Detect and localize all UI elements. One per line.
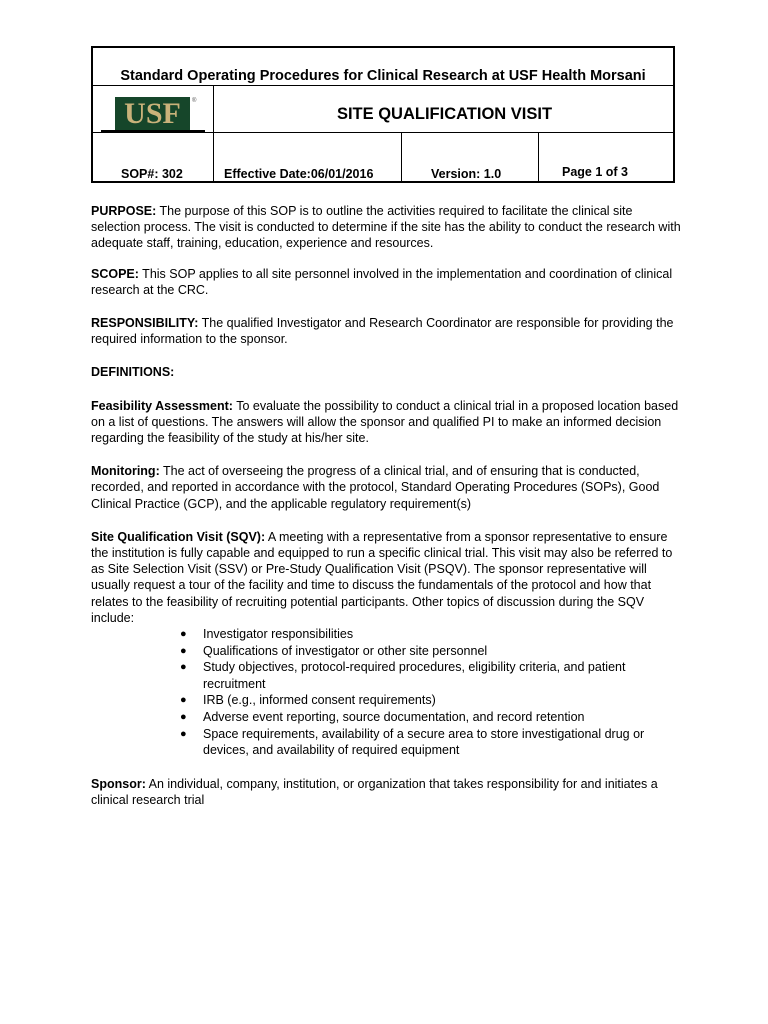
monitoring-label: Monitoring: (91, 464, 160, 479)
list-item: ● IRB (e.g., informed consent requirements) (180, 693, 436, 708)
purpose-text: The purpose of this SOP is to outline the activities required to facilitate the clinical site selection process. The visit is conducted to determine if the site has the ability to conduct the research with adequate staff, training, education, experience and resources. (91, 204, 681, 251)
page-number: Page 1 of 3 (562, 165, 628, 179)
logo-underline (101, 130, 205, 132)
document-title: SITE QUALIFICATION VISIT (214, 86, 675, 133)
sponsor-definition (91, 776, 681, 808)
usf-logo-text: USF (124, 96, 181, 130)
responsibility-label: RESPONSIBILITY: (91, 316, 199, 331)
monitoring-text: The act of overseeing the progress of a clinical trial, and of ensuring that is conducted, recorded, and reported in accordance with the protocol, Standard Operating Procedures (SOPs), Good Clinical Practice (GCP), and the applicable regulatory requirement(s) (91, 464, 660, 511)
bullet-icon: ● (180, 694, 187, 707)
scope-paragraph (91, 266, 681, 298)
bullet-icon: ● (180, 644, 187, 657)
monitoring-definition (91, 463, 681, 512)
bullet-icon: ● (180, 628, 187, 641)
sqv-label: Site Qualification Visit (SQV): (91, 529, 266, 544)
sop-header-table (91, 46, 675, 183)
list-item: ● Space requirements, availability of a secure area to store investigational drug or devices, and availability of required equipment (180, 726, 645, 757)
usf-logo (115, 97, 190, 130)
feasibility-text: To evaluate the possibility to conduct a clinical trial in a proposed location based on a list of questions. The answers will allow the sponsor and qualified PI to make an informed decision regarding the feasibility of the study at his/her site. (91, 398, 679, 446)
bullet-icon: ● (180, 727, 187, 740)
list-item: ● Adverse event reporting, source documentation, and record retention (180, 710, 585, 725)
responsibility-text: The qualified Investigator and Research Coordinator are responsible for providing the required information to the sponsor. (91, 316, 674, 347)
purpose-label: PURPOSE: (91, 204, 157, 218)
bullet-icon: ● (180, 711, 187, 724)
sqv-topics-list (91, 626, 681, 758)
definitions-heading: DEFINITIONS: (91, 365, 175, 380)
sponsor-text: An individual, company, institution, or organization that takes responsibility for and initiates a clinical research trial (91, 776, 658, 807)
feasibility-definition (91, 398, 681, 447)
header-title: Standard Operating Procedures for Clinical Research at USF Health Morsani (93, 48, 673, 86)
scope-text: This SOP applies to all site personnel involved in the implementation and coordination of clinical research at the CRC. (91, 266, 673, 297)
version: Version: 1.0 (402, 133, 539, 183)
purpose-paragraph (91, 203, 681, 252)
sqv-text: A meeting with a representative from a sponsor representative to ensure the institution is fully capable and equipped to run a specific clinical trial. This visit may also be referred to as Site Selection Visit (SSV) or Pre-Study Qualification Visit (PSQV). The sponsor representative will usually request a tour of the facility and time to discuss the fundamentals of the protocol and how that relates to the feasibility of recruiting potential participants. Other topics of discussion during the SQV include: (91, 529, 673, 625)
sponsor-label: Sponsor: (91, 776, 146, 791)
scope-label: SCOPE: (91, 266, 139, 281)
effective-date: Effective Date:06/01/2016 (214, 133, 402, 183)
logo-cell (93, 86, 214, 133)
responsibility-paragraph (91, 315, 681, 347)
document-body (91, 203, 681, 808)
bullet-icon: ● (180, 661, 187, 674)
sqv-definition (91, 529, 681, 626)
list-item: ● Investigator responsibilities (180, 627, 354, 642)
list-item: ● Study objectives, protocol-required procedures, eligibility criteria, and patient recruitment (180, 660, 626, 691)
registered-mark: ® (192, 98, 197, 104)
sop-number: SOP#: 302 (93, 133, 214, 183)
list-item: ● Qualifications of investigator or other site personnel (180, 643, 488, 658)
feasibility-label: Feasibility Assessment: (91, 398, 233, 413)
